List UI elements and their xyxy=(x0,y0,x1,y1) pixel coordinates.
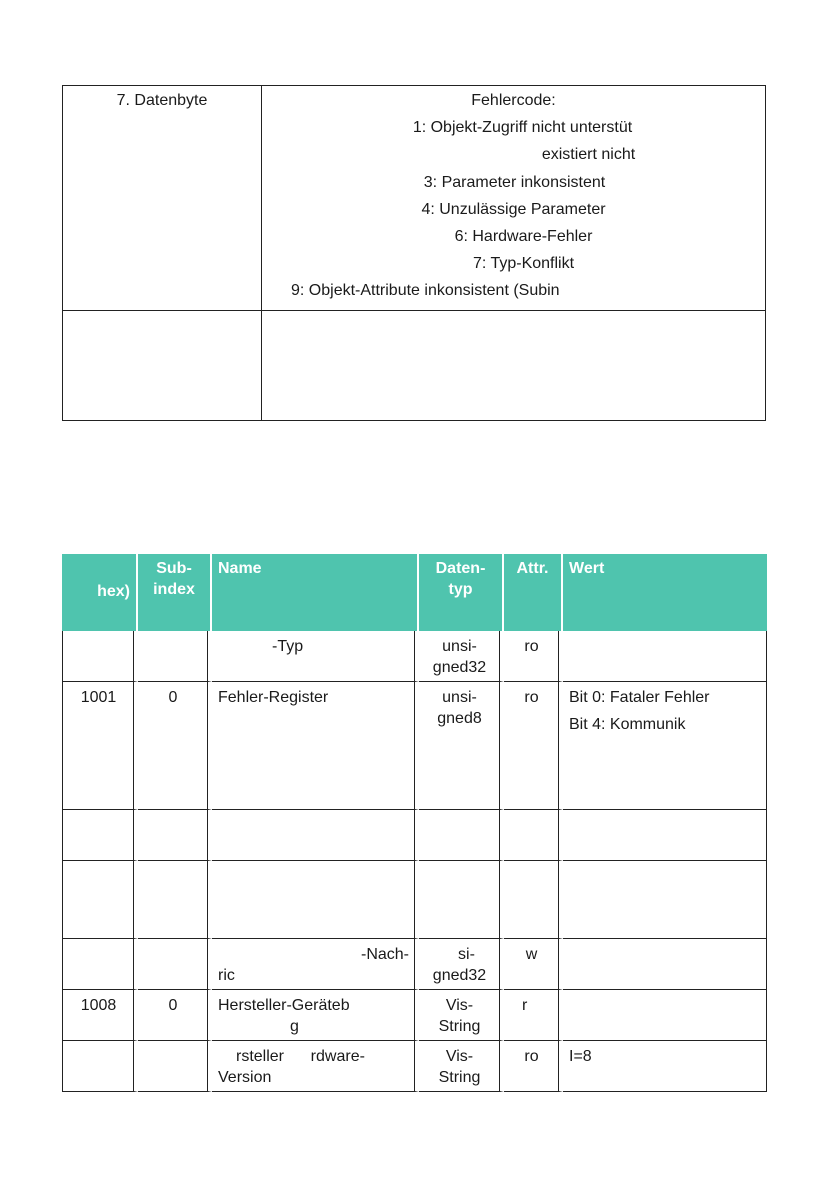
cell-name xyxy=(212,631,419,682)
cell-wert xyxy=(563,810,767,861)
header-datatype xyxy=(419,554,504,631)
cell-datatype-line1: unsi- xyxy=(442,689,477,706)
cell-index: 1008 xyxy=(62,990,138,1041)
cell-attr: ro xyxy=(504,1041,563,1092)
table-row xyxy=(63,310,766,420)
table-cell-description xyxy=(262,86,766,311)
header-attr: Attr. xyxy=(504,554,563,631)
cell-name: Fehler-Register xyxy=(212,682,419,810)
table-cell-description xyxy=(262,310,766,420)
cell-datatype xyxy=(419,990,504,1041)
header-subindex-line2: index xyxy=(153,581,195,598)
cell-subindex xyxy=(138,861,212,939)
error-code-line: 4: Unzulässige Parameter xyxy=(421,200,606,218)
cell-datatype-line2: gned32 xyxy=(432,967,487,984)
object-dictionary-table xyxy=(62,554,767,1092)
cell-datatype-line2: String xyxy=(438,1018,481,1035)
cell-datatype-line2: String xyxy=(438,1069,481,1086)
datenbyte-label: 7. Datenbyte xyxy=(116,92,208,109)
table-cell-label xyxy=(63,86,262,311)
table-row xyxy=(62,990,767,1041)
table-row xyxy=(62,1041,767,1092)
cell-wert xyxy=(563,631,767,682)
cell-wert-line2: Bit 4: Kommunik xyxy=(569,716,686,733)
cell-attr xyxy=(504,810,563,861)
header-datatype-line1: Daten- xyxy=(435,560,486,577)
cell-index xyxy=(62,1041,138,1092)
cell-wert xyxy=(563,682,767,810)
table-row xyxy=(63,86,766,311)
cell-datatype-line2: gned8 xyxy=(437,710,482,727)
cell-datatype xyxy=(419,861,504,939)
table-row xyxy=(62,810,767,861)
cell-datatype xyxy=(419,939,504,990)
table-row xyxy=(62,861,767,939)
cell-subindex xyxy=(138,810,212,861)
cell-subindex xyxy=(138,631,212,682)
cell-datatype xyxy=(419,810,504,861)
error-code-line: 6: Hardware-Fehler xyxy=(454,227,593,245)
cell-datatype-line2: gned32 xyxy=(432,659,487,676)
cell-attr: ro xyxy=(504,631,563,682)
cell-wert xyxy=(563,939,767,990)
header-wert: Wert xyxy=(563,554,767,631)
cell-name-line1: rsteller rdware- xyxy=(236,1048,365,1065)
cell-name xyxy=(212,810,419,861)
cell-attr: w xyxy=(504,939,563,990)
error-code-line: 7: Typ-Konflikt xyxy=(472,255,575,273)
cell-name-line1: -Typ xyxy=(272,638,304,655)
table-row xyxy=(62,939,767,990)
cell-datatype xyxy=(419,1041,504,1092)
header-subindex-line1: Sub- xyxy=(156,560,192,577)
error-code-line: existiert nicht xyxy=(541,146,636,164)
cell-attr: ro xyxy=(504,682,563,810)
cell-index xyxy=(62,631,138,682)
cell-name-line2: Version xyxy=(218,1069,272,1086)
cell-index xyxy=(62,861,138,939)
table-row xyxy=(62,682,767,810)
cell-wert xyxy=(563,990,767,1041)
cell-datatype-line1: unsi- xyxy=(442,638,477,655)
cell-datatype-line1: Vis- xyxy=(445,997,474,1014)
error-code-table xyxy=(62,85,766,421)
error-code-list xyxy=(262,86,765,310)
header-index: hex) xyxy=(62,554,138,631)
cell-index: 1001 xyxy=(62,682,138,810)
table-cell-label xyxy=(63,310,262,420)
error-code-line: 3: Parameter inkonsistent xyxy=(423,173,606,191)
error-code-line: 1: Objekt-Zugriff nicht unterstüt xyxy=(412,119,633,137)
cell-datatype-line1: Vis- xyxy=(445,1048,474,1065)
cell-datatype xyxy=(419,682,504,810)
cell-subindex: 0 xyxy=(138,682,212,810)
cell-name xyxy=(212,990,419,1041)
cell-index xyxy=(62,939,138,990)
error-code-line: Fehlercode: xyxy=(471,92,556,109)
cell-name-line2: ric xyxy=(218,967,235,984)
cell-name xyxy=(212,861,419,939)
cell-subindex: 0 xyxy=(138,990,212,1041)
cell-datatype-line1: si- xyxy=(458,946,475,963)
header-subindex xyxy=(138,554,212,631)
cell-wert-line1: Bit 0: Fataler Fehler xyxy=(569,689,710,706)
cell-wert: I=8 xyxy=(563,1041,767,1092)
cell-name-line1: -Nach- xyxy=(360,946,409,963)
cell-attr xyxy=(504,861,563,939)
error-code-line: 9: Objekt-Attribute inkonsistent (Subin xyxy=(291,282,560,300)
cell-name-line2: g xyxy=(290,1018,299,1035)
cell-attr: r xyxy=(504,990,563,1041)
header-datatype-line2: typ xyxy=(448,581,473,598)
cell-index xyxy=(62,810,138,861)
cell-name xyxy=(212,1041,419,1092)
cell-subindex xyxy=(138,1041,212,1092)
table-header-row xyxy=(62,554,767,631)
cell-name xyxy=(212,939,419,990)
cell-name-line1: Hersteller-Geräteb xyxy=(218,997,350,1014)
cell-wert xyxy=(563,861,767,939)
cell-subindex xyxy=(138,939,212,990)
header-name: Name xyxy=(212,554,419,631)
table-row xyxy=(62,631,767,682)
cell-datatype xyxy=(419,631,504,682)
